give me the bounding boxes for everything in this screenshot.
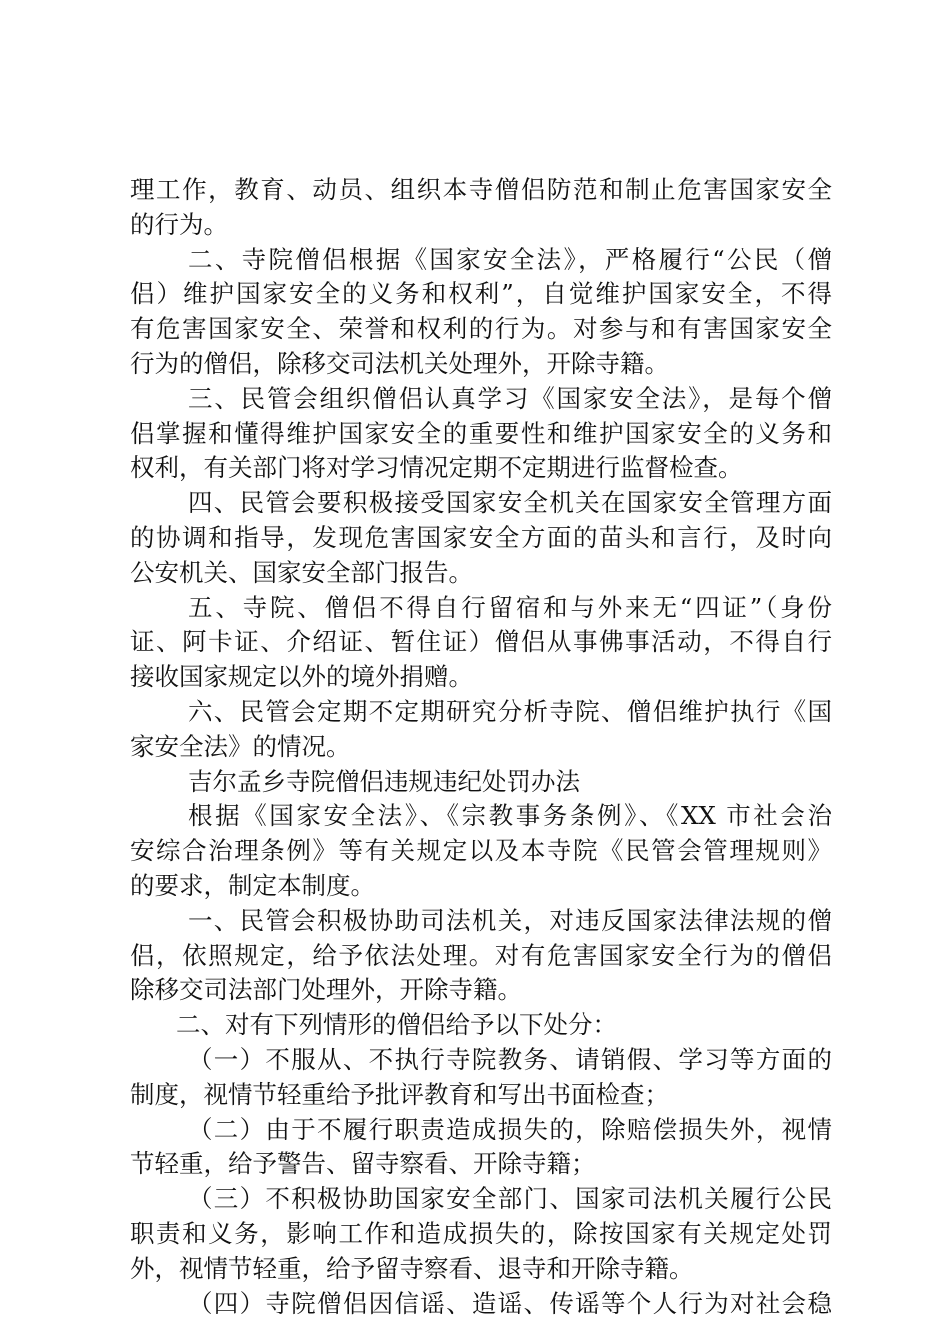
text-line: 行为的僧侣，除移交司法机关处理外，开除寺籍。 [130, 348, 669, 378]
text-line: 外，视情节轻重，给予留寺察看、退寺和开除寺籍。 [130, 1253, 694, 1283]
text-line: 权利，有关部门将对学习情况定期不定期进行监督检查。 [130, 453, 743, 483]
text-line: 二、对有下列情形的僧侣给予以下处分： [176, 1010, 617, 1040]
text-line: 安综合治理条例》等有关规定以及本寺院《民管会管理规则》 [130, 836, 832, 866]
text-line: 五、寺院、僧侣不得自行留宿和与外来无“四证”（身份 [188, 592, 832, 622]
text-line: 侣掌握和懂得维护国家安全的重要性和维护国家安全的义务和 [130, 418, 832, 448]
text-line: 四、民管会要积极接受国家安全机关在国家安全管理方面 [188, 488, 832, 518]
text-line: 证、阿卡证、介绍证、暂住证）僧侣从事佛事活动，不得自行 [130, 627, 832, 657]
text-line: 侣，依照规定，给予依法处理。对有危害国家安全行为的僧侣 [130, 940, 832, 970]
text-line: 接收国家规定以外的境外捐赠。 [130, 662, 473, 692]
text-line: 理工作，教育、动员、组织本寺僧侣防范和制止危害国家安全 [130, 175, 832, 204]
text-line: 职责和义务，影响工作和造成损失的，除按国家有关规定处罚 [130, 1218, 832, 1248]
text-line: 节轻重，给予警告、留寺察看、开除寺籍； [130, 1149, 596, 1179]
text-line: 二、寺院僧侣根据《国家安全法》，严格履行“公民（僧 [188, 244, 832, 274]
text-line: 有危害国家安全、荣誉和权利的行为。对参与和有害国家安全 [130, 314, 832, 344]
text-line: 根据《国家安全法》、《宗教事务条例》、《XX 市社会治 [188, 801, 832, 831]
text-line: 三、民管会组织僧侣认真学习《国家安全法》，是每个僧 [188, 383, 832, 413]
text-line: （二）由于不履行职责造成损失的，除赔偿损失外，视情 [188, 1114, 832, 1144]
text-line: 吉尔孟乡寺院僧侣违规违纪处罚办法 [188, 766, 580, 796]
text-line: （三）不积极协助国家安全部门、国家司法机关履行公民 [188, 1184, 832, 1214]
text-line: 侣）维护国家安全的义务和权利”，自觉维护国家安全，不得 [130, 279, 832, 309]
text-line: 制度，视情节轻重给予批评教育和写出书面检查； [130, 1079, 669, 1109]
text-line: 的要求，制定本制度。 [130, 870, 375, 900]
text-line: （一）不服从、不执行寺院教务、请销假、学习等方面的 [188, 1044, 832, 1074]
text-line: （四）寺院僧侣因信谣、造谣、传谣等个人行为对社会稳 [188, 1288, 832, 1318]
text-line: 公安机关、国家安全部门报告。 [130, 557, 473, 587]
document-body [130, 173, 832, 1321]
text-line: 家安全法》的情况。 [130, 731, 351, 761]
text-line: 六、民管会定期不定期研究分析寺院、僧侣维护执行《国 [188, 696, 832, 726]
text-line: 的协调和指导，发现危害国家安全方面的苗头和言行，及时向 [130, 522, 832, 552]
text-line: 的行为。 [130, 209, 228, 239]
text-line: 除移交司法部门处理外，开除寺籍。 [130, 975, 522, 1005]
text-line: 一、民管会积极协助司法机关，对违反国家法律法规的僧 [188, 905, 832, 935]
